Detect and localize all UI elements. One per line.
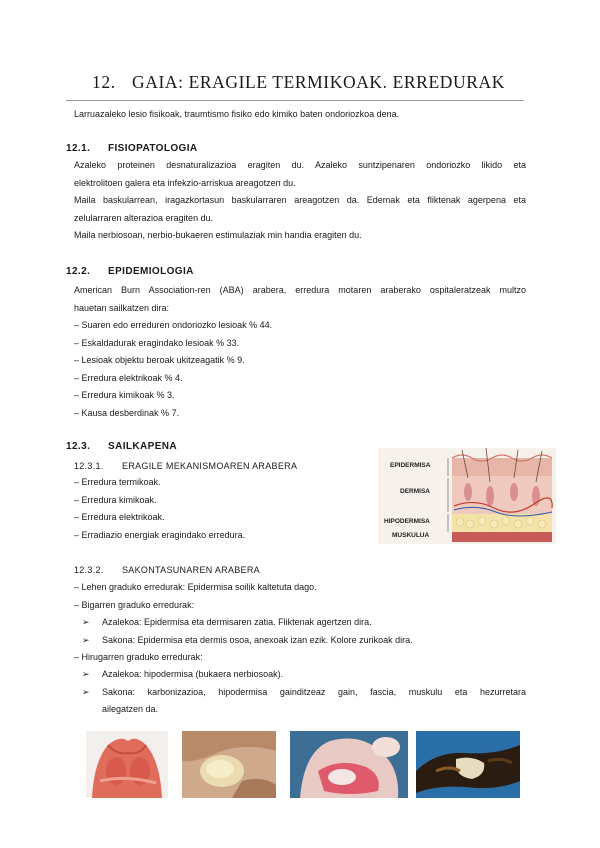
list-item: ➢ Sakona: Epidermisa eta dermis osoa, anexoak izan ezik. Kolore zurikoak dira. (82, 632, 526, 650)
chapter-intro: Larruazaleko lesio fisikoak, traumtismo fisiko edo kimiko baten ondoriozkoa dena. (74, 109, 400, 119)
text-line: elektrolitoen galera eta infekzio-arriskua areagotzen du. (74, 177, 296, 188)
list-item: – Bigarren graduko erredurak: (74, 599, 195, 610)
label-muscle: MUSKULUA (392, 532, 430, 539)
text-line: hauetan sailkatzen dira: (74, 302, 170, 313)
list-item: – Suaren edo erreduren ondoriozko lesioak % 44. (74, 320, 273, 330)
section-heading-sailkapena: 12.3. SAILKAPENA (66, 441, 178, 452)
skin-layers-illustration (378, 448, 556, 544)
section-heading-fisiopatologia: 12.1. FISIOPATOLOGIA (66, 143, 198, 154)
second-degree-sublist (82, 614, 526, 649)
list-item: – Erredura termikoak. (74, 477, 161, 487)
text-line: Maila baskularrean, iragazkortasun baskularraren areagotzen da. Edemak eta fliktenak agerpena eta (74, 195, 526, 205)
list-item: – Erredura elektrikoak % 4. (74, 372, 183, 383)
burn-photo-image (290, 731, 408, 798)
arrow-bullet-icon: ➢ (82, 686, 90, 697)
burn-photo-image (182, 731, 276, 798)
third-degree-sublist (82, 666, 526, 719)
arrow-bullet-icon: ➢ (82, 669, 90, 679)
burn-photo-deep-second-degree (290, 731, 408, 798)
list-item: ➢ Azalekoa: Epidermisa eta dermisaren zatia. Fliktenak agertzen dira. (82, 614, 526, 632)
title-divider (66, 100, 524, 101)
text-line: American Burn Association-ren (ABA) arabera, erredura motaren araberako ospitaleratzeak multzo (74, 285, 526, 295)
list-item: – Erredura elektrikoak. (74, 512, 165, 522)
burn-photo-third-degree (416, 731, 520, 798)
list-item: – Eskaldadurak eragindako lesioak % 33. (74, 337, 240, 348)
fisiopatologia-text (74, 157, 526, 245)
epidemiologia-text (74, 282, 526, 317)
text-line: Azaleko proteinen desnaturalizazioa eragiten du. Azaleko suntzipenaren ondoriozko likido eta (74, 160, 526, 170)
chapter-number: 12. (92, 72, 116, 92)
label-hypodermis: HIPODERMISA (384, 518, 430, 525)
list-item: – Erredura kimikoak % 3. (74, 390, 175, 400)
chapter-title-text: GAIA: ERAGILE TERMIKOAK. ERREDURAK (132, 72, 505, 92)
epidemiologia-list (74, 317, 272, 422)
list-item: – Hirugarren graduko erredurak: (74, 652, 203, 662)
arrow-bullet-icon: ➢ (82, 617, 90, 627)
arrow-bullet-icon: ➢ (82, 634, 90, 645)
list-item: ➢ Sakona: karbonizazioa, hipodermisa gainditzeaz gain, fascia, muskulu eta hezurretara ailegatzen da. (82, 684, 526, 719)
sub-heading-sakontasuna: 12.3.2. SAKONTASUNAREN ARABERA (74, 565, 260, 575)
label-dermis: DERMISA (400, 488, 430, 495)
burn-photo-image (416, 731, 520, 798)
eragile-list (74, 474, 245, 544)
sub-heading-eragile: 12.3.1. ERAGILE MEKANISMOAREN ARABERA (74, 461, 298, 471)
list-item: – Erredura kimikoak. (74, 494, 157, 505)
text-line: zelularraren alterazioa eragiten du. (74, 212, 214, 223)
list-item: – Lesioak objektu beroak ukitzeagatik % 9. (74, 355, 245, 365)
section-heading-epidemiologia: 12.2. EPIDEMIOLOGIA (66, 266, 194, 277)
burn-photo-first-degree (86, 731, 168, 798)
degree-list-third (74, 649, 203, 667)
text-line: Maila nerbiosoan, nerbio-bukaeren estimulaziak min handia eragiten du. (74, 230, 362, 240)
list-item: – Kausa desberdinak % 7. (74, 407, 180, 418)
burn-photo-image (86, 731, 168, 798)
list-item: – Lehen graduko erredurak: Epidermisa soilik kaltetuta dago. (74, 582, 317, 592)
list-item: – Erradiazio energiak eragindako erredura. (74, 529, 246, 540)
list-item: ➢ Azalekoa: hipodermisa (bukaera nerbiosoak). (82, 666, 526, 684)
label-epidermis: EPIDERMISA (390, 462, 431, 469)
burn-photo-second-degree (182, 731, 276, 798)
degree-list-top (74, 579, 317, 614)
chapter-title (92, 72, 532, 93)
